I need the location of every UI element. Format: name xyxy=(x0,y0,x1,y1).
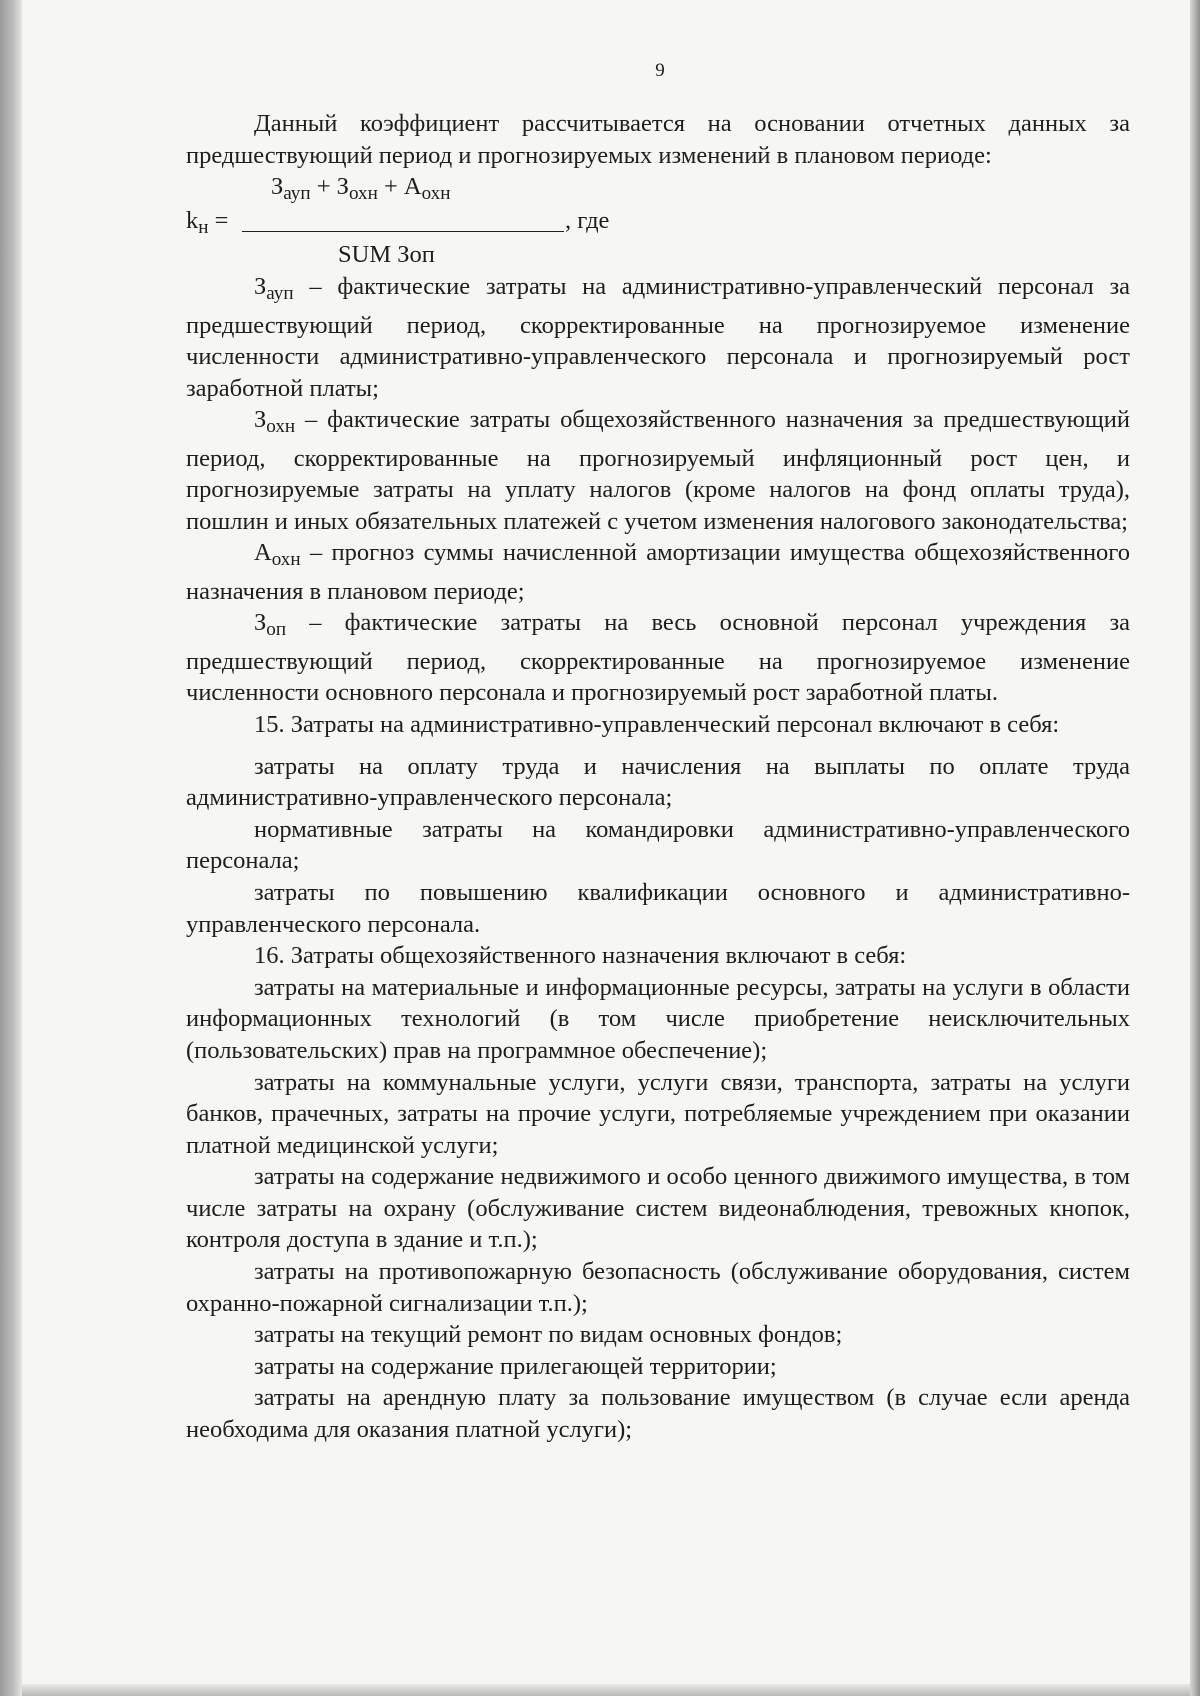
def-text: – прогноз суммы начисленной амортизации имущества общехозяйственного назначения в плановом периоде; xyxy=(186,539,1130,605)
def-symbol-sub: охн xyxy=(271,549,301,571)
equals-sign: = xyxy=(208,207,229,235)
def-symbol: А xyxy=(254,539,272,567)
definition-z-aup xyxy=(186,271,1130,404)
section-16-item: затраты на коммунальные услуги, услуги связи, транспорта, затраты на услуги банков, прачечных, затраты на прочие услуги, потребляемые учреждением при оказании платной медицинской услуги; xyxy=(186,1068,1130,1159)
definition-z-op xyxy=(186,607,1130,709)
def-symbol: З xyxy=(254,609,267,637)
section-16-item: затраты на текущий ремонт по видам основных фондов; xyxy=(254,1321,843,1349)
def-symbol-sub: охн xyxy=(266,416,296,438)
fraction-bar xyxy=(242,231,564,232)
section-15-heading: 15. Затраты на административно-управленческий персонал включают в себя: xyxy=(254,710,1060,738)
plus-sign: + xyxy=(377,173,404,201)
section-16-item: затраты на противопожарную безопасность (обслуживание оборудования, систем охранно-пожарной сигнализации т.п.); xyxy=(186,1258,1130,1317)
section-16-heading: 16. Затраты общехозяйственного назначения включают в себя: xyxy=(254,942,907,970)
definition-a-ohn xyxy=(186,537,1130,607)
formula-denominator: SUM Зоп xyxy=(338,241,435,269)
section-16-item: затраты на содержание недвижимого и особо ценного движимого имущества, в том числе затраты на охрану (обслуживание систем видеонаблюдения, тревожных кнопок, контроля доступа в здание и т.п.); xyxy=(186,1163,1130,1254)
def-symbol: З xyxy=(254,406,267,434)
scan-left-edge xyxy=(0,0,22,1696)
term-z-aup-sub: ауп xyxy=(283,182,311,204)
scan-right-edge xyxy=(1190,0,1200,1696)
lhs-k: k xyxy=(186,207,199,235)
def-text: – фактические затраты на административно-управленческий персонал за предшествующий период, скорректированные на прогнозируемое изменение численности административно-управленческого персонала и прогнозируемый рост заработной платы; xyxy=(186,273,1130,402)
formula-numerator xyxy=(271,171,450,209)
def-symbol-sub: ауп xyxy=(266,282,294,304)
scan-bottom-edge xyxy=(22,1684,1190,1696)
intro-paragraph: Данный коэффициент рассчитывается на основании отчетных данных за предшествующий период и прогнозируемых изменений в плановом периоде: xyxy=(186,110,1130,169)
term-a-ohn: А xyxy=(403,173,422,201)
section-16-item: затраты на материальные и информационные ресурсы, затраты на услуги в области информационных технологий (в том числе приобретение неисключительных (пользовательских) прав на программное обеспечение); xyxy=(186,973,1130,1064)
formula-lhs xyxy=(186,205,228,243)
section-15-item: затраты на оплату труда и начисления на выплаты по оплате труда административно-управленческого персонала; xyxy=(186,752,1130,812)
definition-z-ohn xyxy=(186,404,1130,537)
section-16-item: затраты на арендную плату за пользование имуществом (в случае если аренда необходима для оказания платной услуги); xyxy=(186,1384,1130,1444)
section-15-item: затраты по повышению квалификации основного и административно-управленческого персонала. xyxy=(186,878,1130,938)
page-number: 9 xyxy=(655,60,665,81)
term-a-ohn-sub: охн xyxy=(421,182,451,204)
document-body xyxy=(186,108,1130,1446)
def-symbol: З xyxy=(254,273,267,301)
def-symbol-sub: оп xyxy=(266,619,287,641)
term-z-ohn: З xyxy=(336,173,349,201)
formula-where: , где xyxy=(565,207,610,235)
lhs-k-sub: н xyxy=(198,216,209,238)
section-16-item: затраты на содержание прилегающей территории; xyxy=(254,1352,777,1380)
term-z-ohn-sub: охн xyxy=(348,182,378,204)
formula-kn xyxy=(186,171,1130,271)
def-text: – фактические затраты общехозяйственного назначения за предшествующий период, скорректированные на прогнозируемый инфляционный рост цен, и прогнозируемые затраты на уплату налогов (кроме налогов на фонд оплаты труда), пошлин и иных обязательных платежей с учетом изменения налогового законодательства; xyxy=(186,406,1130,535)
term-z-aup: З xyxy=(271,173,284,201)
section-15-item: нормативные затраты на командировки административно-управленческого персонала; xyxy=(186,815,1130,875)
def-text: – фактические затраты на весь основной персонал учреждения за предшествующий период, скорректированные на прогнозируемое изменение численности основного персонала и прогнозируемый рост заработной платы. xyxy=(186,609,1130,707)
plus-sign: + xyxy=(310,173,337,201)
